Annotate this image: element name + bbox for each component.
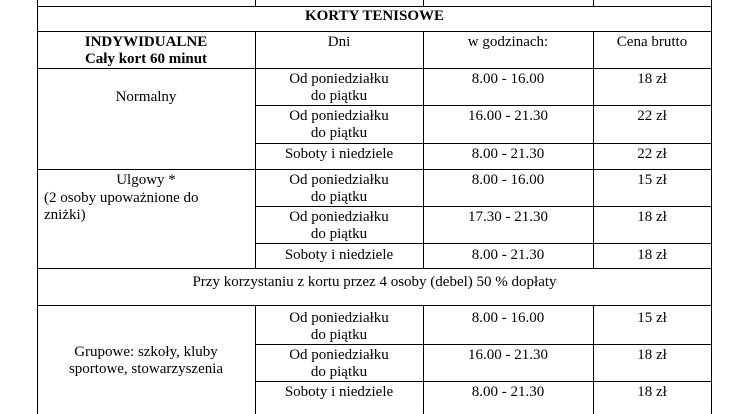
row-days: do piątku	[310, 189, 368, 205]
table-rule	[255, 105, 712, 106]
row-days: do piątku	[310, 364, 368, 380]
row-days: do piątku	[310, 125, 368, 141]
group-label-reduced: Ulgowy *	[116, 172, 176, 188]
table-rule	[255, 344, 712, 345]
row-days: Od poniedziałku	[289, 310, 389, 326]
header-days: Dni	[327, 34, 351, 50]
row-hours: 8.00 - 21.30	[471, 146, 545, 162]
row-days: Od poniedziałku	[289, 172, 389, 188]
group-label-group: Grupowe: szkoły, kluby	[74, 344, 218, 360]
table-rule	[37, 268, 712, 269]
row-price: 15 zł	[637, 172, 667, 188]
row-hours: 8.00 - 16.00	[471, 172, 545, 188]
row-hours: 8.00 - 16.00	[471, 310, 545, 326]
row-price: 18 zł	[637, 71, 667, 87]
row-hours: 17.30 - 21.30	[468, 209, 548, 225]
table-rule	[37, 305, 712, 306]
table-rule	[255, 143, 712, 144]
table-rule	[37, 31, 712, 32]
table-rule	[255, 206, 712, 207]
table-rule	[255, 381, 712, 382]
row-hours: 8.00 - 21.30	[471, 247, 545, 263]
row-price: 18 zł	[637, 347, 667, 363]
row-days: do piątku	[310, 327, 368, 343]
group-label-reduced-note: zniżki)	[44, 207, 86, 223]
header-hours: w godzinach:	[467, 34, 549, 50]
row-price: 18 zł	[637, 247, 667, 263]
row-days: do piątku	[310, 88, 368, 104]
row-days: Soboty i niedziele	[284, 384, 394, 400]
header-category: INDYWIDUALNE	[84, 34, 208, 50]
row-price: 22 zł	[637, 146, 667, 162]
group-label-normal: Normalny	[115, 89, 177, 105]
table-rule	[37, 68, 712, 69]
row-days: Soboty i niedziele	[284, 146, 394, 162]
row-days: Od poniedziałku	[289, 71, 389, 87]
row-price: 18 zł	[637, 384, 667, 400]
row-hours: 16.00 - 21.30	[468, 108, 548, 124]
row-days: do piątku	[310, 226, 368, 242]
row-days: Od poniedziałku	[289, 209, 389, 225]
row-days: Od poniedziałku	[289, 108, 389, 124]
table-title: KORTY TENISOWE	[304, 8, 445, 24]
row-days: Soboty i niedziele	[284, 247, 394, 263]
row-days: Od poniedziałku	[289, 347, 389, 363]
row-price: 18 zł	[637, 209, 667, 225]
row-hours: 8.00 - 16.00	[471, 71, 545, 87]
table-border-right	[711, 0, 712, 414]
group-label-group: sportowe, stowarzyszenia	[68, 361, 224, 377]
group-label-reduced-note: (2 osoby upoważnione do	[44, 190, 199, 206]
table-rule	[255, 243, 712, 244]
row-hours: 16.00 - 21.30	[468, 347, 548, 363]
row-hours: 8.00 - 21.30	[471, 384, 545, 400]
header-category-subtitle: Cały kort 60 minut	[84, 51, 208, 67]
doubles-surcharge-note: Przy korzystaniu z kortu przez 4 osoby (debel) 50 % dopłaty	[192, 274, 557, 290]
row-price: 15 zł	[637, 310, 667, 326]
row-price: 22 zł	[637, 108, 667, 124]
table-rule	[37, 169, 712, 170]
table-rule	[37, 6, 712, 7]
header-price: Cena brutto	[616, 34, 688, 50]
